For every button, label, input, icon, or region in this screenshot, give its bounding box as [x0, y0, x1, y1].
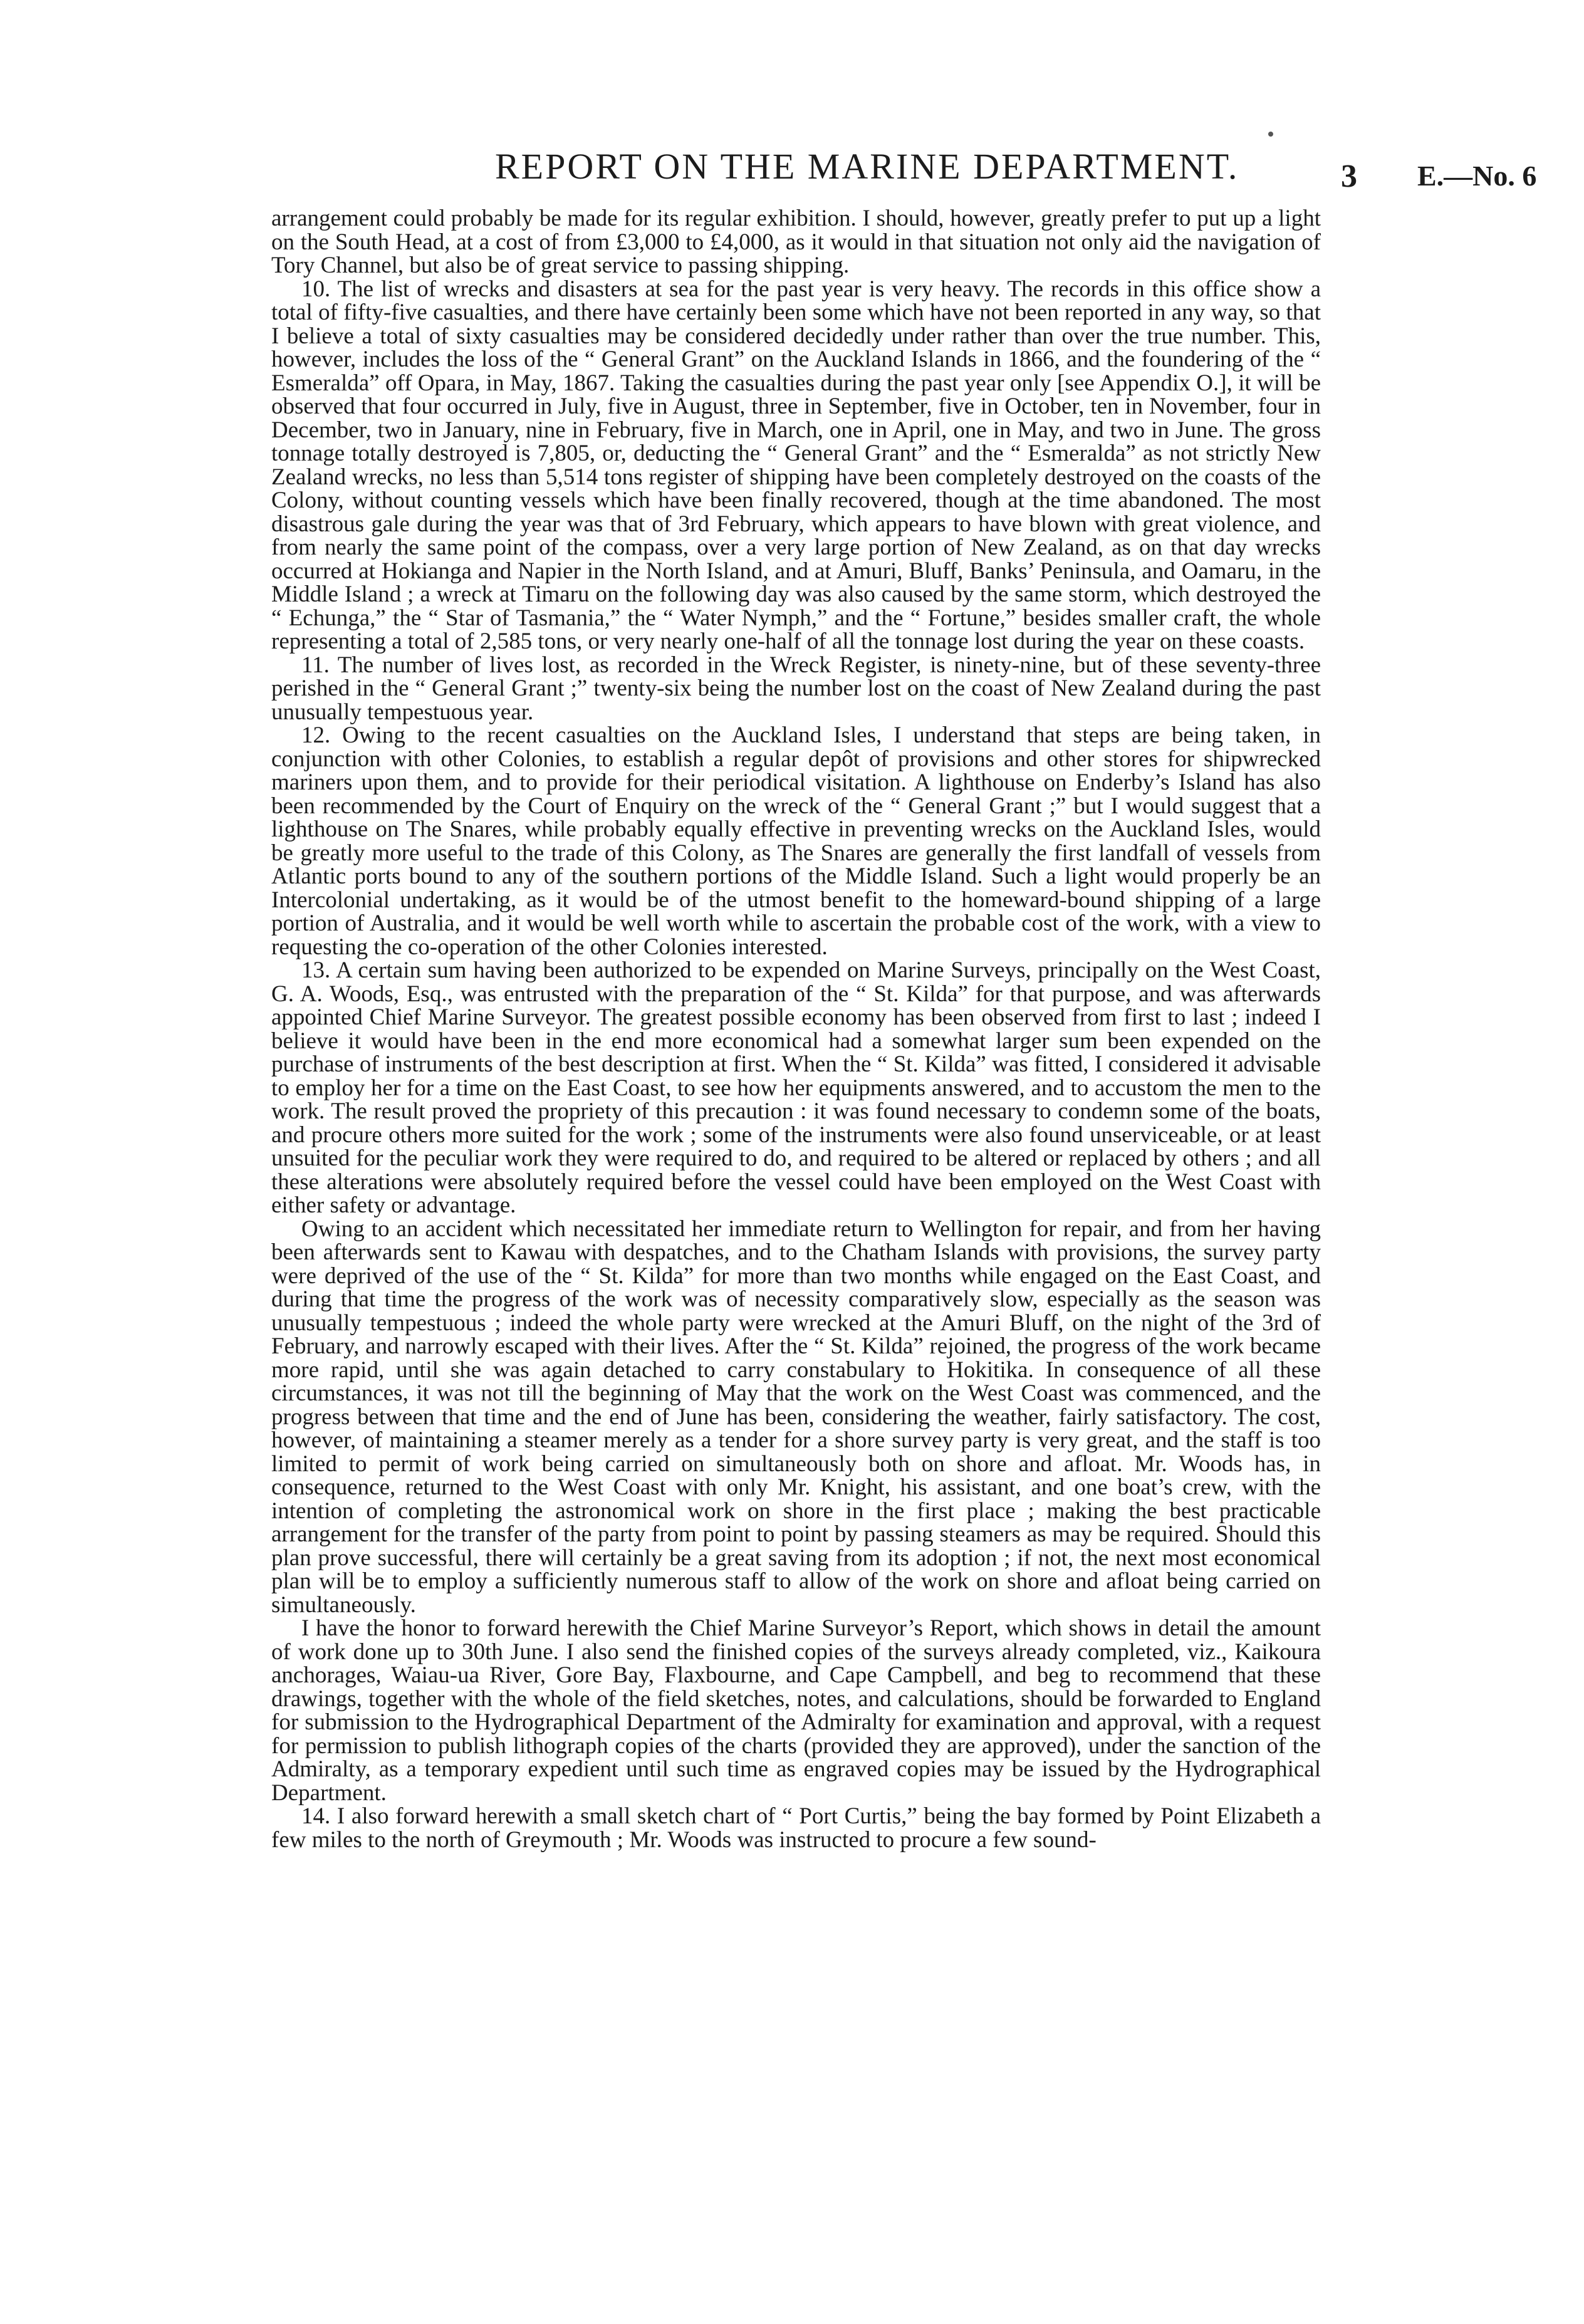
- page-header: [0, 133, 1584, 202]
- ink-dot: [1268, 132, 1273, 137]
- paragraph-13-marine-surveys: 13. A certain sum having been authorized to be expended on Marine Surveys, principally on the West Coast, G. A. Woods, Esq., was entrusted with the preparation of the “ St. Kilda” for that purpose, and was afterwards appointed Chief Marine Surveyor. The greatest possible economy has been observed from first to last ; indeed I believe it would have been in the end more economical had a somewhat larger sum been expended on the purchase of instruments of the best description at first. When the “ St. Kilda” was fitted, I considered it advisable to employ her for a time on the East Coast, to see how her equipments answered, and to accustom the men to the work. The result proved the propriety of this precaution : it was found necessary to condemn some of the boats, and procure others more suited for the work ; some of the instruments were also found unserviceable, or at least unsuited for the peculiar work they were required to do, and required to be altered or replaced by others ; and all these alterations were absolutely required before the vessel could have been employed on the West Coast with either safety or advantage.: [271, 957, 1321, 1218]
- page-number: 3: [1341, 159, 1357, 194]
- paragraph-11-lives-lost: 11. The number of lives lost, as recorded in the Wreck Register, is ninety-nine, but of these seventy-three perished in the “ General Grant ;” twenty-six being the number lost on the coast of New Zealand during the past unusually tempestuous year.: [271, 652, 1321, 725]
- document-reference: E.—No. 6: [1417, 160, 1537, 192]
- paragraph-10-wrecks: 10. The list of wrecks and disasters at sea for the past year is very heavy. The records in this office show a total of fifty-five casualties, and there have certainly been some which have not been reported in any way, so that I believe a total of sixty casualties may be considered decidedly under rather than over the true number. This, however, includes the loss of the “ General Grant” on the Auckland Islands in 1866, and the foundering of the “ Esmeralda” off Opara, in May, 1867. Taking the casualties during the past year only [see Appendix O.], it will be observed that four occurred in July, five in August, three in September, five in October, ten in November, four in December, two in January, nine in February, five in March, one in April, one in May, and two in June. The gross tonnage totally destroyed is 7,805, or, deducting the “ General Grant” and the “ Esmeralda” as not strictly New Zealand wrecks, no less than 5,514 tons register of shipping have been completely destroyed on the coasts of the Colony, without counting vessels which have been finally recovered, though at the time abandoned. The most disastrous gale during the year was that of 3rd February, which appears to have blown with great violence, and from nearly the same point of the compass, over a very large portion of New Zealand, as on that day wrecks occurred at Hokianga and Napier in the North Island, and at Amuri, Bluff, Banks’ Peninsula, and Oamaru, in the Middle Island ; a wreck at Timaru on the following day was also caused by the same storm, which destroyed the “ Echunga,” the “ Star of Tasmania,” the “ Water Nymph,” and the “ Fortune,” besides smaller craft, the whole representing a total of 2,585 tons, or very nearly one-half of all the tonnage lost during the year on these coasts.: [271, 276, 1321, 654]
- paragraph-survey-accident: Owing to an accident which necessitated her immediate return to Wellington for repair, and from her having been afterwards sent to Kawau with despatches, and to the Chatham Islands with provisions, the survey party were deprived of the use of the “ St. Kilda” for more than two months while engaged on the East Coast, and during that time the progress of the work was of necessity comparatively slow, especially as the season was unusually tempestuous ; indeed the whole party were wrecked at the Amuri Bluff, on the night of the 3rd of February, and narrowly escaped with their lives. After the “ St. Kilda” rejoined, the progress of the work became more rapid, until she was again detached to carry constabulary to Hokitika. In consequence of all these circumstances, it was not till the beginning of May that the work on the West Coast was commenced, and the progress between that time and the end of June has been, considering the weather, fairly satisfactory. The cost, however, of maintaining a steamer merely as a tender for a shore survey party is very great, and the staff is too limited to permit of work being carried on simultaneously both on shore and afloat. Mr. Woods has, in consequence, returned to the West Coast with only Mr. Knight, his assistant, and one boat’s crew, with the intention of completing the astronomical work on shore in the first place ; making the best practicable arrangement for the transfer of the party from point to point by passing steamers as may be required. Should this plan prove successful, there will certainly be a great saving from its adoption ; if not, the next most economical plan will be to employ a sufficiently numerous staff to allow of the work on shore and afloat being carried on simultaneously.: [271, 1216, 1321, 1618]
- body-text: [271, 207, 1321, 1852]
- paragraph-12-auckland-isles: 12. Owing to the recent casualties on the Auckland Isles, I understand that steps are being taken, in conjunction with other Colonies, to establish a regular depôt of provisions and other stores for shipwrecked mariners upon them, and to provide for their periodical visitation. A lighthouse on Enderby’s Island has also been recommended by the Court of Enquiry on the wreck of the “ General Grant ;” but I would suggest that a lighthouse on The Snares, while probably equally effective in preventing wrecks on the Auckland Isles, would be greatly more useful to the trade of this Colony, as The Snares are generally the first landfall of vessels from Atlantic ports bound to any of the southern portions of the Middle Island. Such a light would properly be an Intercolonial undertaking, as it would be of the utmost benefit to the homeward-bound shipping of a large portion of Australia, and it would be well worth while to ascertain the probable cost of the work, with a view to requesting the co-operation of the other Colonies interested.: [271, 722, 1321, 960]
- paragraph-14-port-curtis: 14. I also forward herewith a small sketch chart of “ Port Curtis,” being the bay formed by Point Elizabeth a few miles to the north of Greymouth ; Mr. Woods was instructed to procure a few sound-: [271, 1803, 1321, 1853]
- paragraph-surveyor-report: I have the honor to forward herewith the Chief Marine Surveyor’s Report, which shows in detail the amount of work done up to 30th June. I also send the finished copies of the surveys already completed, viz., Kaikoura anchorages, Waiau-ua River, Gore Bay, Flaxbourne, and Cape Campbell, and beg to recommend that these drawings, together with the whole of the field sketches, notes, and calculations, should be forwarded to England for submission to the Hydrographical Department of the Admiralty for examination and approval, with a request for permission to publish lithograph copies of the charts (provided they are approved), under the sanction of the Admiralty, as a temporary expedient until such time as engraved copies may be issued by the Hydrographical Department.: [271, 1615, 1321, 1806]
- paragraph-continued: arrangement could probably be made for its regular exhibition. I should, however, greatly prefer to put up a light on the South Head, at a cost of from £3,000 to £4,000, as it would in that situation not only aid the navigation of Tory Channel, but also be of great service to passing shipping.: [271, 206, 1321, 278]
- running-title: REPORT ON THE MARINE DEPARTMENT.: [495, 146, 1239, 187]
